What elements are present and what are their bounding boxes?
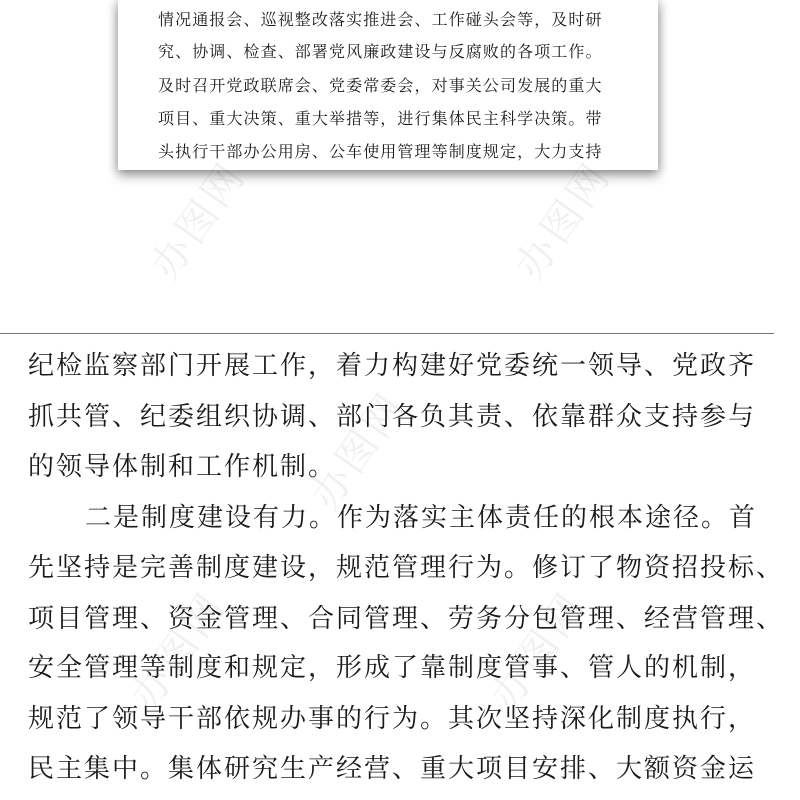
- watermark: 办图网: [507, 153, 621, 288]
- card-text-line: 情况通报会、巡视整改落实推进会、工作碰头会等，及时研: [158, 10, 603, 29]
- body-text-line: 项目管理、资金管理、合同管理、劳务分包管理、经营管理、: [28, 604, 785, 634]
- body-text-line: 规范了领导干部依规办事的行为。其次坚持深化制度执行，: [28, 704, 757, 734]
- card-text-line: 究、协调、检查、部署党风廉政建设与反腐败的各项工作。: [158, 42, 603, 61]
- watermark: 办图网: [122, 583, 236, 718]
- body-text-line: 纪检监察部门开展工作，着力构建好党委统一领导、党政齐: [28, 351, 757, 381]
- document-preview-card: [118, 0, 658, 170]
- watermark: 办图网: [142, 153, 256, 288]
- body-text-line: 安全管理等制度和规定，形成了靠制度管事、管人的机制，: [28, 653, 757, 683]
- body-text-line: 民主集中。集体研究生产经营、重大项目安排、大额资金运: [28, 754, 757, 784]
- body-text-line: 抓共管、纪委组织协调、部门各负其责、依靠群众支持参与: [28, 402, 757, 432]
- card-text-line: 及时召开党政联席会、党委常委会，对事关公司发展的重大: [158, 76, 603, 95]
- card-text-line: 头执行干部办公用房、公车使用管理等制度规定，大力支持: [158, 142, 603, 161]
- body-text-line: 先坚持是完善制度建设，规范管理行为。修订了物资招投标、: [28, 553, 785, 583]
- watermark: 办图网: [482, 583, 596, 718]
- body-text-line: 的领导体制和工作机制。: [28, 452, 337, 482]
- watermark: 办图网: [302, 383, 416, 518]
- card-text-line: 项目、重大决策、重大举措等，进行集体民主科学决策。带: [158, 109, 603, 128]
- paragraph-start-line: 二是制度建设有力。作为落实主体责任的根本途径。首: [85, 503, 758, 533]
- section-divider: [0, 333, 774, 334]
